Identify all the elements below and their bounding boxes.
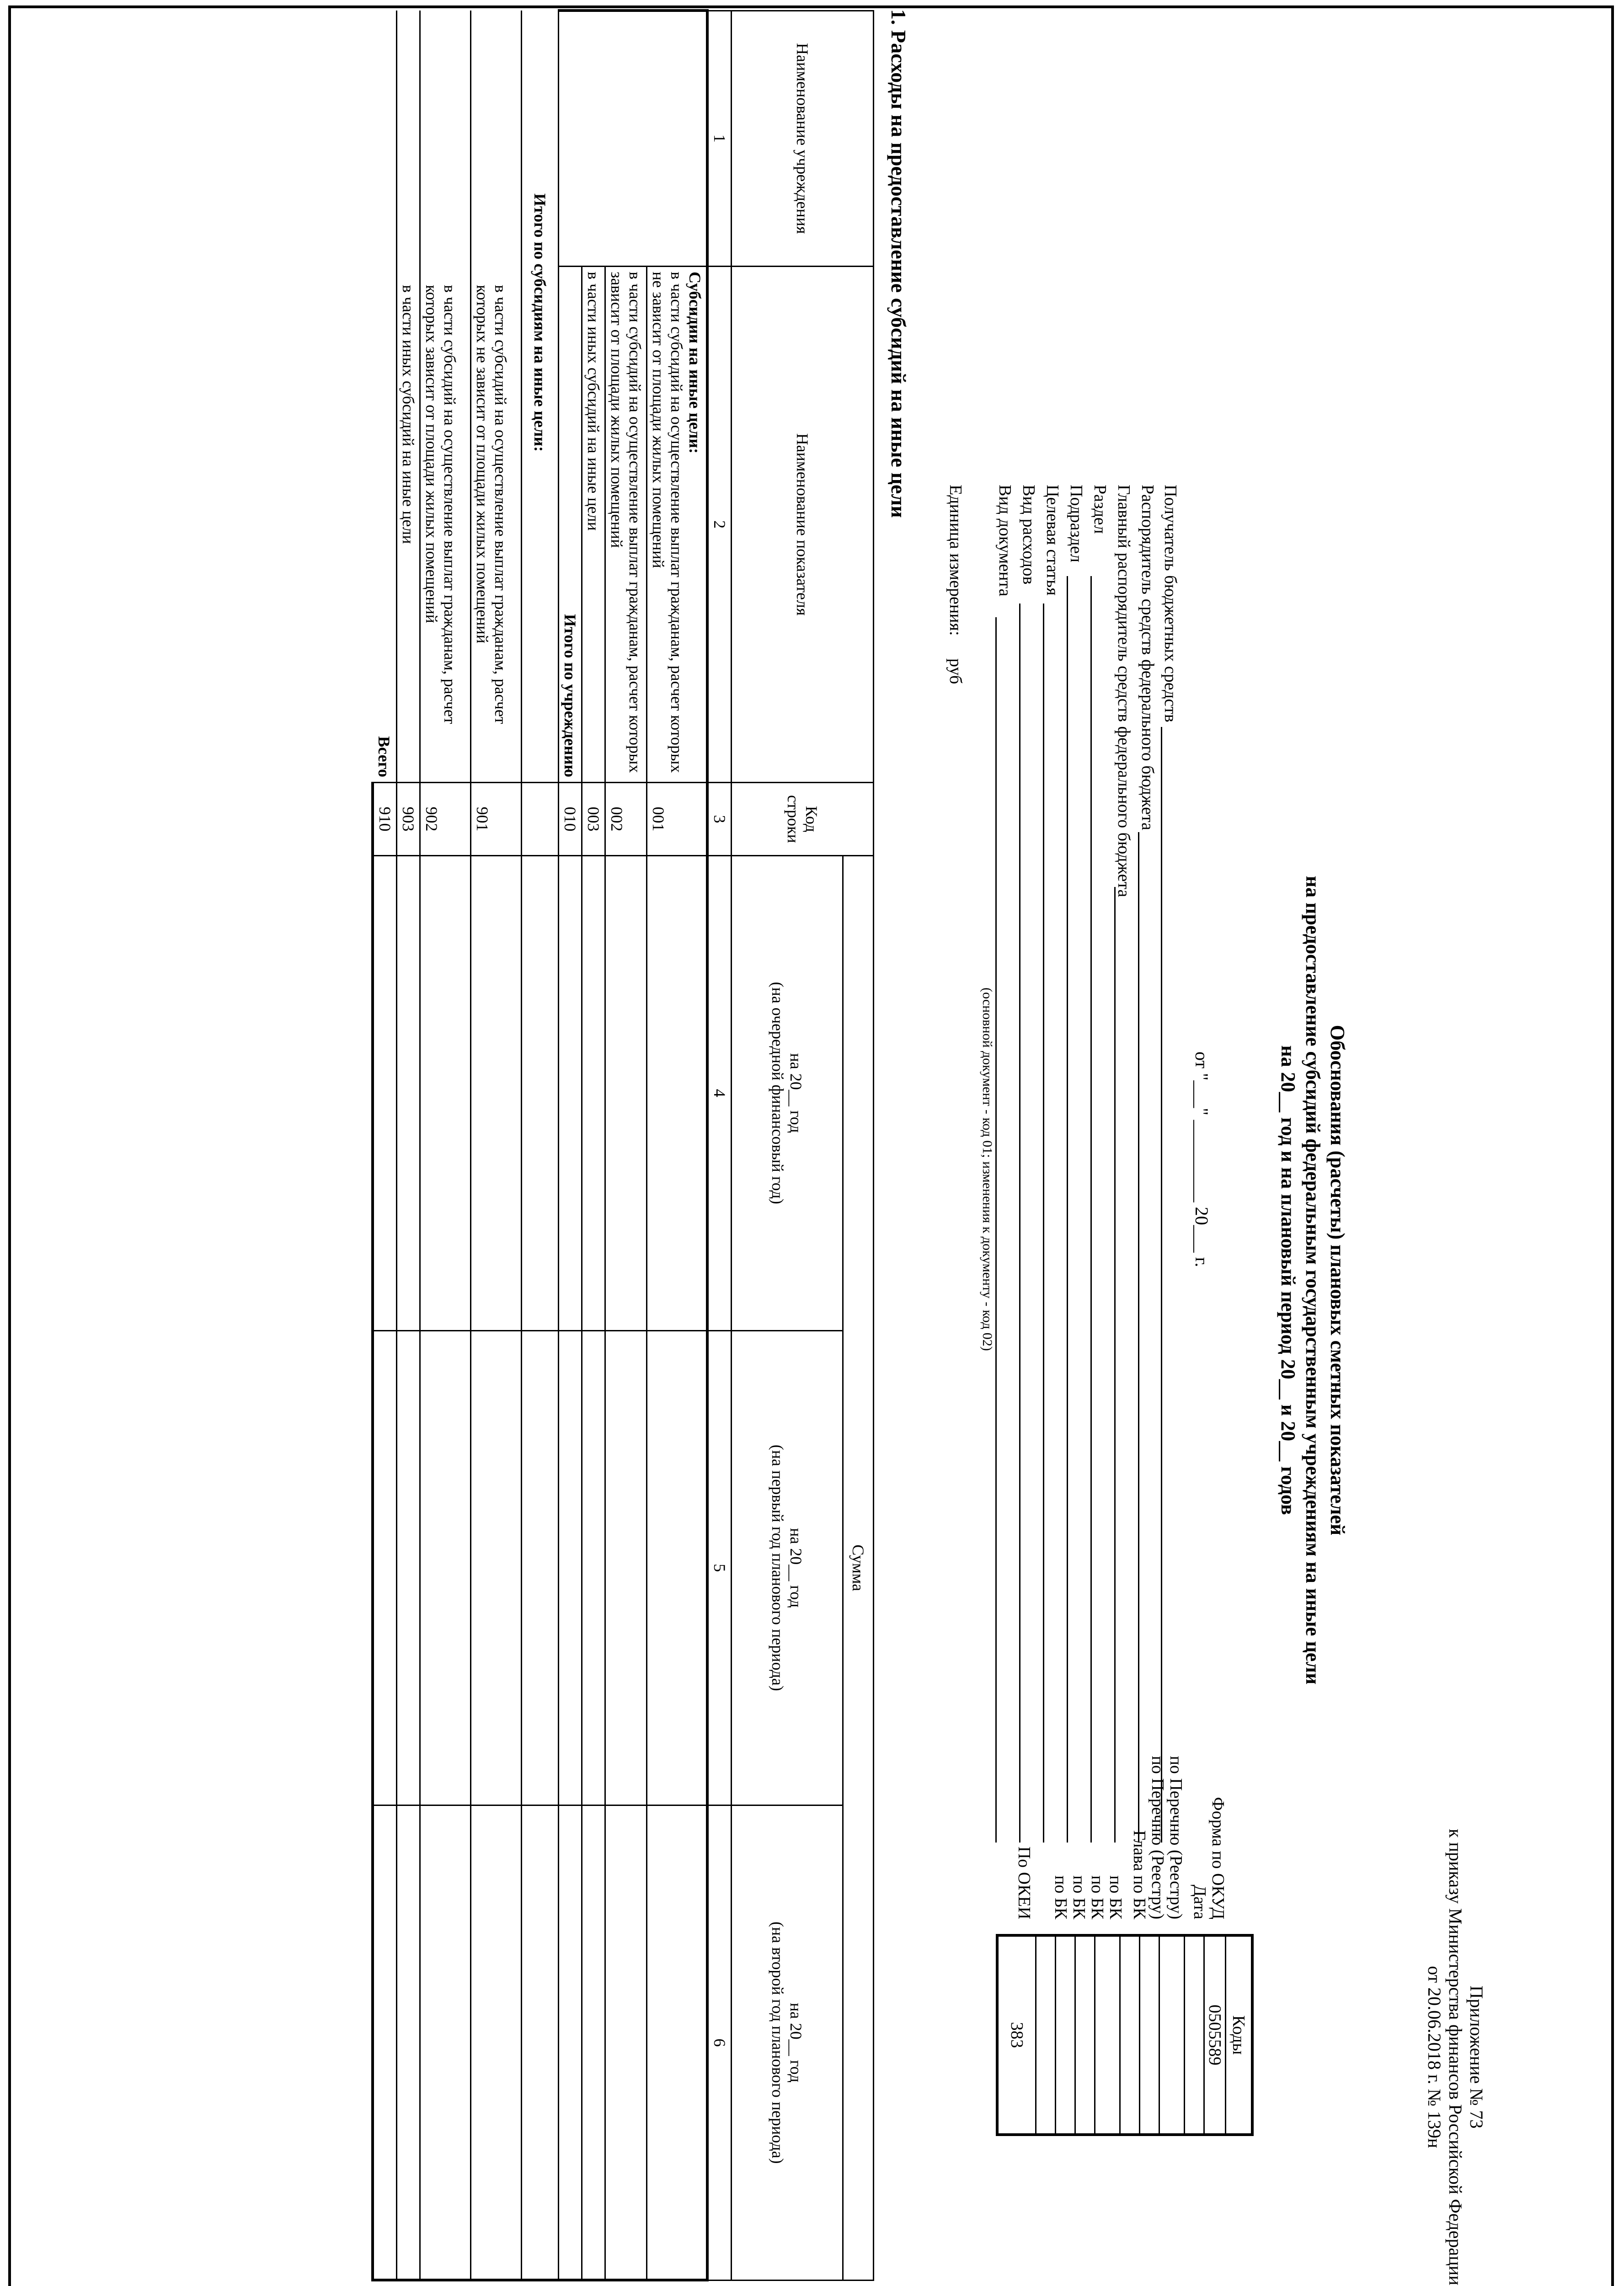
- unit-value: руб: [946, 658, 965, 684]
- col-header-year-1-line-1: на 20__ год: [787, 1053, 806, 1133]
- code-label-okei: По ОКЕИ: [1015, 1846, 1034, 1919]
- form-title: [1276, 754, 1350, 1806]
- code-label-glava: Глава по БК: [1130, 1830, 1149, 1919]
- code-okei-value: 383: [997, 1935, 1036, 2135]
- code-okud-value: 0505589: [1204, 1935, 1226, 2135]
- row-902-code: 902: [420, 783, 471, 856]
- header-field-subsection-line: [1067, 576, 1068, 1843]
- col-number-1: 1: [707, 11, 732, 267]
- row-010-year-2[interactable]: [559, 1330, 582, 1805]
- row-001-name-text: в части субсидий на осуществление выплат гражданам, расчет которых не зависит от площади жилых помещений: [649, 272, 686, 773]
- code-glava-value: [1120, 1935, 1140, 2135]
- codes-box: [996, 1934, 1254, 2136]
- row-903-name: в части иных субсидий на иные цели: [397, 11, 420, 783]
- form-title-line-1: Обоснования (расчеты) плановых сметных показателей: [1326, 1025, 1349, 1536]
- header-field-doc-type-line: [995, 617, 997, 1843]
- col-header-institution: Наименование учреждения: [732, 11, 874, 267]
- code-bk-1-value: [1095, 1935, 1120, 2135]
- header-field-recipient-line: [1161, 727, 1162, 1843]
- appendix-line-2: к приказу Министерства финансов Российской Федерации: [1445, 1829, 1466, 2286]
- row-002-year-1[interactable]: [605, 855, 647, 1330]
- row-001-year-2[interactable]: [647, 1330, 708, 1805]
- row-903-year-2[interactable]: [397, 1330, 420, 1805]
- code-label-bk-4: по БК: [1051, 1875, 1070, 1919]
- row-001-name-bold: Субсидии на иные цели:: [686, 272, 704, 454]
- row-010-year-3[interactable]: [559, 1805, 582, 2280]
- header-field-expense-type-line: [1019, 604, 1020, 1843]
- header-field-manager-line: [1138, 832, 1139, 1843]
- institution-name-cell: [559, 11, 708, 267]
- row-901-year-1[interactable]: [471, 855, 522, 1330]
- row-910-code: 910: [373, 783, 397, 856]
- row-902-year-1[interactable]: [420, 855, 471, 1330]
- row-002-year-2[interactable]: [605, 1330, 647, 1805]
- row-002-code: 002: [605, 783, 647, 856]
- col-number-6: 6: [707, 1805, 732, 2280]
- code-label-bk-3: по БК: [1069, 1875, 1089, 1919]
- row-901-year-2[interactable]: [471, 1330, 522, 1805]
- code-bk-4-value: [1036, 1935, 1056, 2135]
- header-field-manager: Распорядитель средств федерального бюджета: [1138, 485, 1157, 830]
- row-901-name: в части субсидий на осуществление выплат гражданам, расчет которых не зависит от площади жилых помещений: [471, 11, 522, 783]
- total-subsidies-title-year-1: [522, 855, 559, 1330]
- row-003-year-2[interactable]: [582, 1330, 605, 1805]
- total-subsidies-title-year-2: [522, 1330, 559, 1805]
- row-901-code: 901: [471, 783, 522, 856]
- header-field-chief-manager-line: [1114, 887, 1116, 1843]
- row-003-code: 003: [582, 783, 605, 856]
- row-901-year-3[interactable]: [471, 1805, 522, 2280]
- col-number-2: 2: [707, 267, 732, 783]
- col-header-sum: Сумма: [843, 855, 874, 2280]
- row-902-name: в части субсидий на осуществление выплат гражданам, расчет которых зависит от площади жилых помещений: [420, 11, 471, 783]
- code-label-bk-2: по БК: [1088, 1875, 1107, 1919]
- code-bk-2-value: [1075, 1935, 1095, 2135]
- section-1-title: 1. Расходы на предоставление субсидий на иные цели: [887, 9, 910, 518]
- form-title-line-2: на предоставление субсидий федеральным государственным учреждениям на иные цели: [1302, 876, 1324, 1685]
- header-field-doc-type: Вид документа: [995, 485, 1015, 597]
- row-001-code: 001: [647, 783, 708, 856]
- col-number-3: 3: [707, 783, 732, 856]
- code-label-okud: Форма по ОКУД: [1208, 1797, 1228, 1919]
- row-910-year-1[interactable]: [373, 855, 397, 1330]
- row-910-label: Всего: [373, 11, 397, 783]
- total-subsidies-title: Итого по субсидиям на иные цели:: [522, 11, 559, 783]
- appendix-line-1: Приложение № 73: [1466, 1985, 1487, 2129]
- row-001-name: [647, 267, 708, 783]
- row-910-year-3[interactable]: [373, 1805, 397, 2280]
- col-header-year-2-line-1: на 20__ год: [787, 1528, 806, 1608]
- col-header-year-1-line-2: (на очередной финансовый год): [769, 982, 787, 1204]
- col-header-year-1: [732, 855, 843, 1330]
- codes-header: Коды: [1226, 1935, 1253, 2135]
- row-010-label: Итого по учреждению: [559, 267, 582, 783]
- col-header-code: [732, 783, 874, 856]
- code-registry-1-value: [1159, 1935, 1185, 2135]
- code-bk-3-value: [1056, 1935, 1075, 2135]
- appendix-note: [1424, 1829, 1487, 2285]
- col-header-indicator: Наименование показателя: [732, 267, 874, 783]
- subsidies-table: [371, 9, 874, 2281]
- col-header-year-2: [732, 1330, 843, 1805]
- row-002-name: в части субсидий на осуществление выплат гражданам, расчет которых зависит от площади жилых помещений: [605, 267, 647, 783]
- row-010-year-1[interactable]: [559, 855, 582, 1330]
- doc-type-note: (основной документ - код 01; изменения к документу - код 02): [980, 988, 995, 1351]
- header-field-target-article-line: [1043, 604, 1044, 1843]
- col-number-4: 4: [707, 855, 732, 1330]
- header-field-section: Раздел: [1090, 485, 1110, 534]
- header-field-subsection: Подраздел: [1067, 485, 1086, 563]
- col-header-year-2-line-2: (на первый год планового периода): [769, 1444, 787, 1691]
- row-010-code: 010: [559, 783, 582, 856]
- form-title-line-3: на 20__ год и на плановый период 20__ и 20__ годов: [1277, 1045, 1299, 1515]
- col-header-year-3-line-1: на 20__ год: [787, 2003, 806, 2083]
- date-line: от "___" _________ 20___ г.: [1191, 1052, 1212, 1267]
- row-003-year-3[interactable]: [582, 1805, 605, 2280]
- col-number-5: 5: [707, 1330, 732, 1805]
- row-903-year-1[interactable]: [397, 855, 420, 1330]
- col-header-year-3-line-2: (на второй год планового периода): [769, 1921, 787, 2164]
- row-003-year-1[interactable]: [582, 855, 605, 1330]
- header-field-target-article: Целевая статья: [1043, 485, 1062, 596]
- header-field-recipient: Получатель бюджетных средств: [1161, 485, 1180, 722]
- row-902-year-2[interactable]: [420, 1330, 471, 1805]
- col-header-code-text: Код строки: [784, 795, 821, 843]
- appendix-line-3: от 20.06.2018 г. № 139н: [1424, 1966, 1445, 2148]
- row-910-year-2[interactable]: [373, 1330, 397, 1805]
- header-field-chief-manager: Главный распорядитель средств федерального бюджета: [1114, 485, 1133, 897]
- total-subsidies-title-year-3: [522, 1805, 559, 2280]
- row-001-year-3[interactable]: [647, 1805, 708, 2280]
- header-field-expense-type: Вид расходов: [1019, 485, 1038, 585]
- row-001-year-1[interactable]: [647, 855, 708, 1330]
- row-003-name: в части иных субсидий на иные цели: [582, 267, 605, 783]
- row-902-year-3[interactable]: [420, 1805, 471, 2280]
- code-registry-2-value: [1140, 1935, 1159, 2135]
- unit-label: Единица измерения:: [946, 485, 965, 636]
- code-label-date: Дата: [1190, 1885, 1209, 1919]
- total-subsidies-title-code: [522, 783, 559, 856]
- row-903-year-3[interactable]: [397, 1805, 420, 2280]
- row-002-year-3[interactable]: [605, 1805, 647, 2280]
- row-903-code: 903: [397, 783, 420, 856]
- code-label-registry-2: по Перечню (Реестру): [1148, 1756, 1167, 1919]
- code-label-registry-1: по Перечню (Реестру): [1166, 1756, 1186, 1919]
- col-header-year-3: [732, 1805, 843, 2280]
- code-date-value: [1185, 1935, 1204, 2135]
- header-field-section-line: [1090, 576, 1092, 1843]
- code-label-bk-1: по БК: [1106, 1875, 1125, 1919]
